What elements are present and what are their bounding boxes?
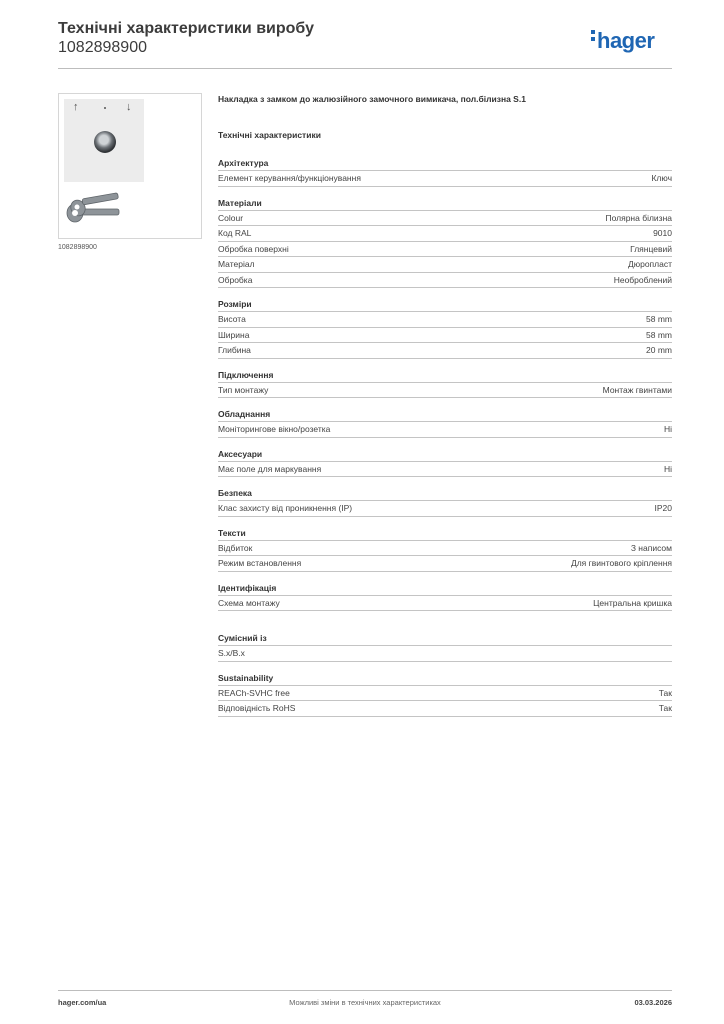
spec-group [218, 368, 672, 399]
spec-group-title: Sustainability [218, 671, 672, 686]
spec-row [218, 328, 672, 344]
spec-group [218, 447, 672, 478]
spec-row [218, 273, 672, 289]
spec-value: Ні [663, 424, 672, 434]
spec-row [218, 462, 672, 478]
product-code: 1082898900 [58, 39, 147, 56]
header-divider [58, 68, 672, 69]
spec-value: 20 mm [646, 345, 672, 355]
spec-group-title: Безпека [218, 486, 672, 501]
spec-label: Клас захисту від проникнення (IP) [218, 503, 353, 513]
spec-group [218, 407, 672, 438]
spec-row [218, 541, 672, 557]
spec-value: 58 mm [646, 329, 672, 340]
spec-label: S.x/B.x [218, 648, 245, 658]
spec-row [218, 242, 672, 258]
spec-group [218, 196, 672, 289]
spec-row [218, 383, 672, 399]
spec-group-title: Ідентифікація [218, 581, 672, 596]
spec-group-title: Сумісний із [218, 631, 672, 646]
spec-group [218, 581, 672, 612]
section-heading: Технічні характеристики [218, 130, 321, 140]
spec-group [218, 486, 672, 517]
spec-row [218, 171, 672, 187]
spec-label: Схема монтажу [218, 597, 280, 608]
spec-group [218, 526, 672, 572]
cover-plate [64, 99, 144, 182]
spec-label: Матеріал [218, 259, 255, 269]
spec-label: Обробка [218, 274, 253, 285]
keys-icon [64, 192, 124, 232]
spec-label: Код RAL [218, 228, 252, 238]
spec-label: REACh-SVHC free [218, 687, 290, 698]
spec-groups [218, 156, 672, 717]
spec-row [218, 343, 672, 359]
footer-date: 03.03.2026 [634, 998, 672, 1007]
spec-value: Ні [663, 463, 672, 474]
spec-row [218, 501, 672, 517]
spec-label: Глибина [218, 345, 251, 355]
spec-value: 9010 [653, 228, 672, 238]
spec-row [218, 211, 672, 227]
spec-label: Ширина [218, 329, 250, 340]
spec-label: Режим встановлення [218, 558, 302, 568]
hager-logo [591, 28, 654, 54]
spec-value: Так [658, 687, 672, 698]
arrow-up-icon: ↑ [73, 101, 79, 113]
spec-value: IP20 [654, 503, 672, 513]
spec-row [218, 226, 672, 242]
spec-row [218, 556, 672, 572]
spec-value: Центральна кришка [593, 597, 672, 608]
spec-group-title: Обладнання [218, 407, 672, 422]
spec-label: Colour [218, 212, 244, 223]
spec-label: Обробка поверхні [218, 243, 289, 254]
spec-label: Висота [218, 314, 246, 324]
spec-label: Відповідність RoHS [218, 703, 296, 713]
spec-content [218, 94, 672, 726]
product-image [58, 93, 202, 239]
spec-row [218, 646, 672, 662]
spec-row [218, 701, 672, 717]
spec-group-title: Розміри [218, 297, 672, 312]
spec-group [218, 156, 672, 187]
logo-text: hager [597, 28, 655, 53]
spec-value: З написом [630, 542, 672, 553]
spec-label: Моніторингове вікно/розетка [218, 424, 331, 434]
product-name: Накладка з замком до жалюзійного замочного вимикача, пол.білизна S.1 [218, 94, 526, 104]
spec-value: Так [658, 703, 672, 713]
spec-label: Тип монтажу [218, 384, 269, 395]
spec-label: Має поле для маркування [218, 463, 322, 474]
spec-value: Дюропласт [627, 259, 672, 269]
spec-value: Ключ [651, 173, 672, 183]
arrow-down-icon: ↓ [126, 101, 132, 113]
spec-value: Полярна білизна [605, 212, 672, 223]
spec-group [218, 297, 672, 359]
spec-row [218, 686, 672, 702]
spec-label: Елемент керування/функціонування [218, 173, 361, 183]
spec-row [218, 422, 672, 438]
spec-value: 58 mm [646, 314, 672, 324]
page-title: Технічні характеристики виробу [58, 20, 314, 37]
spec-group-title: Матеріали [218, 196, 672, 211]
spec-group [218, 631, 672, 662]
dot-icon [104, 107, 106, 109]
spec-group-title: Підключення [218, 368, 672, 383]
spec-value: Глянцевий [630, 243, 672, 254]
spec-group-title: Тексти [218, 526, 672, 541]
spec-row [218, 257, 672, 273]
logo-colon-icon [591, 30, 595, 44]
footer-divider [58, 990, 672, 991]
spec-row [218, 596, 672, 612]
spec-group-title: Архітектура [218, 156, 672, 171]
footer-website-link[interactable]: hager.com/ua [58, 998, 107, 1007]
spec-value: Необроблений [613, 274, 672, 285]
spec-value: Монтаж гвинтами [602, 384, 672, 395]
spec-value: Для гвинтового кріплення [570, 558, 672, 568]
lock-cylinder-icon [94, 131, 116, 153]
spec-group-title: Аксесуари [218, 447, 672, 462]
spec-label: Відбиток [218, 542, 253, 553]
spec-row [218, 312, 672, 328]
spec-group [218, 671, 672, 717]
footer-disclaimer: Можливі зміни в технічних характеристиках [289, 998, 441, 1007]
image-caption: 1082898900 [58, 244, 97, 251]
